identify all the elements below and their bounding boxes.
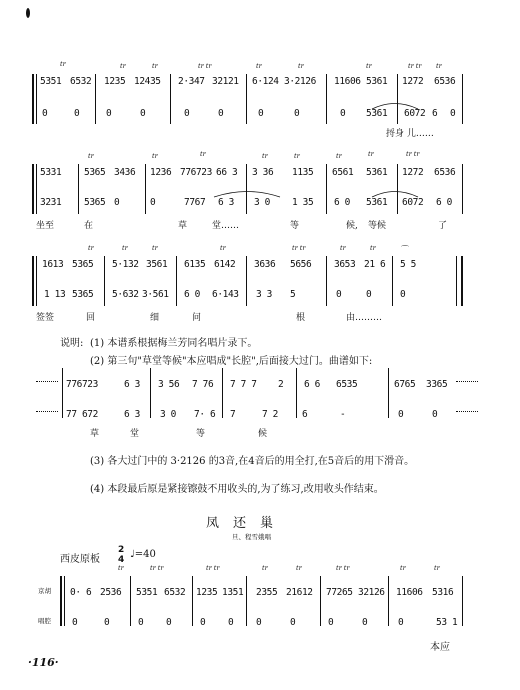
slur [212, 188, 282, 198]
note-group: 0 [106, 108, 112, 119]
note-group: 53 1 [436, 617, 458, 628]
note-group: 5365 [72, 289, 94, 300]
note-group: 2536 [100, 587, 122, 598]
note-group: 1613 [42, 259, 64, 270]
time-signature-bottom: 4 [118, 555, 125, 565]
note-group: 0 [366, 289, 372, 300]
lyric: 根 [296, 313, 306, 323]
note-group: 1235 [104, 76, 126, 87]
note-group: 6 3 [218, 197, 234, 208]
note-group: 3231 [40, 197, 62, 208]
note-group: 0 [200, 617, 206, 628]
note-group: 3 0 [160, 409, 176, 420]
note-group: 5316 [432, 587, 454, 598]
note-group: 3 3 [256, 289, 272, 300]
note-group: 3 36 [252, 167, 274, 178]
note-group: 1235 [196, 587, 218, 598]
note-group: 0 [104, 617, 110, 628]
note-group: 3·2126 [284, 76, 316, 87]
note-group: 1 35 [292, 197, 314, 208]
note-group: 1236 [150, 167, 172, 178]
note-group: 5361 [366, 76, 388, 87]
note-group: 6532 [70, 76, 92, 87]
note-group: 0 [114, 197, 120, 208]
note-group: 6072 [402, 197, 424, 208]
lyric: 草 [178, 221, 188, 231]
note-group: 6142 [214, 259, 236, 270]
note-group: 3·561 [142, 289, 169, 300]
note-group: 5351 [136, 587, 158, 598]
lyric: 等候 [368, 221, 387, 231]
note-group: 12435 [134, 76, 161, 87]
note-group: 6·124 [252, 76, 279, 87]
note-group: 776723 [180, 167, 212, 178]
lyric: 堂…… [212, 221, 240, 231]
note-group: 5361 [366, 197, 388, 208]
dotted-line [36, 411, 58, 412]
note-group: 6536 [434, 76, 456, 87]
note-group: 6 3 [124, 409, 140, 420]
note-group: 5331 [40, 167, 62, 178]
note-group: 5·632 [112, 289, 139, 300]
lyric: 坐至 [36, 221, 55, 231]
note-group: 1135 [292, 167, 314, 178]
lyric: 堂 [130, 429, 140, 439]
note-group: 7 76 [192, 379, 214, 390]
note-group: 5351 [40, 76, 62, 87]
note-group: 0· 6 [70, 587, 92, 598]
note-group: 0 [340, 108, 346, 119]
note-group: 3561 [146, 259, 168, 270]
lyric: 由……… [346, 313, 383, 323]
note-group: 6535 [336, 379, 358, 390]
note-group: 5361 [366, 167, 388, 178]
note-group: 5365 [84, 197, 106, 208]
note-group: 21612 [286, 587, 313, 598]
dotted-line [456, 381, 478, 382]
note-group: 6 0 [184, 289, 200, 300]
row-label-lower: 唱腔 [38, 617, 51, 625]
metronome-mark: ♩=40 [130, 549, 156, 560]
note-group: 6765 [394, 379, 416, 390]
note-group: 3436 [114, 167, 136, 178]
note-group: 7767 [184, 197, 206, 208]
note-group: 3365 [426, 379, 448, 390]
section-subtitle: 旦、程雪娥唱 [232, 533, 271, 541]
note-group: 6 [432, 108, 438, 119]
note-group: 776723 [66, 379, 98, 390]
note-group: 5365 [84, 167, 106, 178]
note-group: 6536 [434, 167, 456, 178]
note-group: 5 5 [400, 259, 416, 270]
note-group: 7 [230, 409, 236, 420]
note-group: 6135 [184, 259, 206, 270]
note-group: - [340, 409, 346, 420]
note-group: 0 [72, 617, 78, 628]
note-group: 77 672 [66, 409, 98, 420]
note-group: 5361 [366, 108, 388, 119]
note-group: 1272 [402, 76, 424, 87]
corner-mark [26, 8, 30, 18]
note-group: 7 2 [262, 409, 278, 420]
row-label-upper: 京胡 [38, 587, 51, 595]
note-group: 6532 [164, 587, 186, 598]
note-2: (2) 第三句"草堂等候"本应唱成"长腔",后面接大过门。曲谱如下: [90, 356, 373, 367]
note-group: 5 [290, 289, 296, 300]
note-group: 0 [400, 289, 406, 300]
note-group: 0 [218, 108, 224, 119]
note-group: 0 [432, 409, 438, 420]
note-3: (3) 各大过门中的 3·2126 的3音,在4音后的用全打,在5音后的用下滑音。 [90, 456, 415, 467]
lyric: 签签 [36, 313, 55, 323]
note-group: 3653 [334, 259, 356, 270]
note-group: 0 [398, 617, 404, 628]
lyric: 候, [346, 221, 358, 231]
lyric: 等 [196, 429, 206, 439]
note-group: 6 6 [304, 379, 320, 390]
lyric: 草 [90, 429, 100, 439]
note-group: 2·347 [178, 76, 205, 87]
page-number: ·116· [28, 656, 59, 669]
note-group: 2355 [256, 587, 278, 598]
note-group: 66 3 [216, 167, 238, 178]
note-group: 5·132 [112, 259, 139, 270]
note-group: 0 [398, 409, 404, 420]
note-1: (1) 本谱系根据梅兰芳同名唱片录下。 [90, 338, 258, 349]
note-group: 32126 [358, 587, 385, 598]
note-group: 11606 [396, 587, 423, 598]
note-group: 0 [336, 289, 342, 300]
lyric: 细 [150, 313, 160, 323]
note-group: 0 [74, 108, 80, 119]
note-group: 0 [362, 617, 368, 628]
lyric: 等 [290, 221, 300, 231]
note-group: 0 [184, 108, 190, 119]
note-group: 77265 [326, 587, 353, 598]
note-group: 6 0 [334, 197, 350, 208]
note-4: (4) 本段最后原是紧接镲鼓不用收头的,为了练习,改用收头作结束。 [90, 484, 384, 495]
section-title: 凤还巢 [206, 516, 288, 531]
note-group: 6 3 [124, 379, 140, 390]
note-group: 0 [294, 108, 300, 119]
note-group: 32121 [212, 76, 239, 87]
note-group: 0 [140, 108, 146, 119]
lyric: 候 [258, 429, 268, 439]
note-group: 0 [138, 617, 144, 628]
note-group: 1351 [222, 587, 244, 598]
note-group: 1272 [402, 167, 424, 178]
dotted-line [36, 381, 58, 382]
note-group: 0 [328, 617, 334, 628]
note-group: 1 13 [44, 289, 66, 300]
note-group: 6 0 [436, 197, 452, 208]
note-group: 6 [302, 409, 308, 420]
slur [370, 100, 420, 110]
note-group: 21 6 [364, 259, 386, 270]
time-signature-top: 2 [118, 545, 125, 555]
lyric-line: 捋身 儿…… [386, 129, 434, 139]
note-group: 0 [228, 617, 234, 628]
note-group: 6·143 [212, 289, 239, 300]
note-group: 5656 [290, 259, 312, 270]
lyric: 回 [86, 313, 96, 323]
note-group: 0 [166, 617, 172, 628]
lyric: 问 [192, 313, 202, 323]
note-group: 5365 [72, 259, 94, 270]
slur [370, 188, 420, 198]
notes-label: 说明: [60, 338, 84, 349]
lyric: 在 [84, 221, 94, 231]
note-group: 3636 [254, 259, 276, 270]
note-group: 6072 [404, 108, 426, 119]
note-group: 0 [450, 108, 456, 119]
note-group: 7 7 7 [230, 379, 257, 390]
note-group: 6561 [332, 167, 354, 178]
note-group: 7· 6 [194, 409, 216, 420]
note-group: 3 0 [254, 197, 270, 208]
note-group: 0 [42, 108, 48, 119]
note-group: 0 [150, 197, 156, 208]
note-group: 0 [256, 617, 262, 628]
lyric: 了 [438, 221, 448, 231]
note-group: 2 [278, 379, 284, 390]
tempo-label: 西皮原板 [60, 554, 100, 565]
dotted-line [456, 411, 478, 412]
note-group: 0 [290, 617, 296, 628]
note-group: 11606 [334, 76, 361, 87]
note-group: 0 [258, 108, 264, 119]
lyric-line: 本应 [430, 642, 450, 653]
note-group: 3 56 [158, 379, 180, 390]
